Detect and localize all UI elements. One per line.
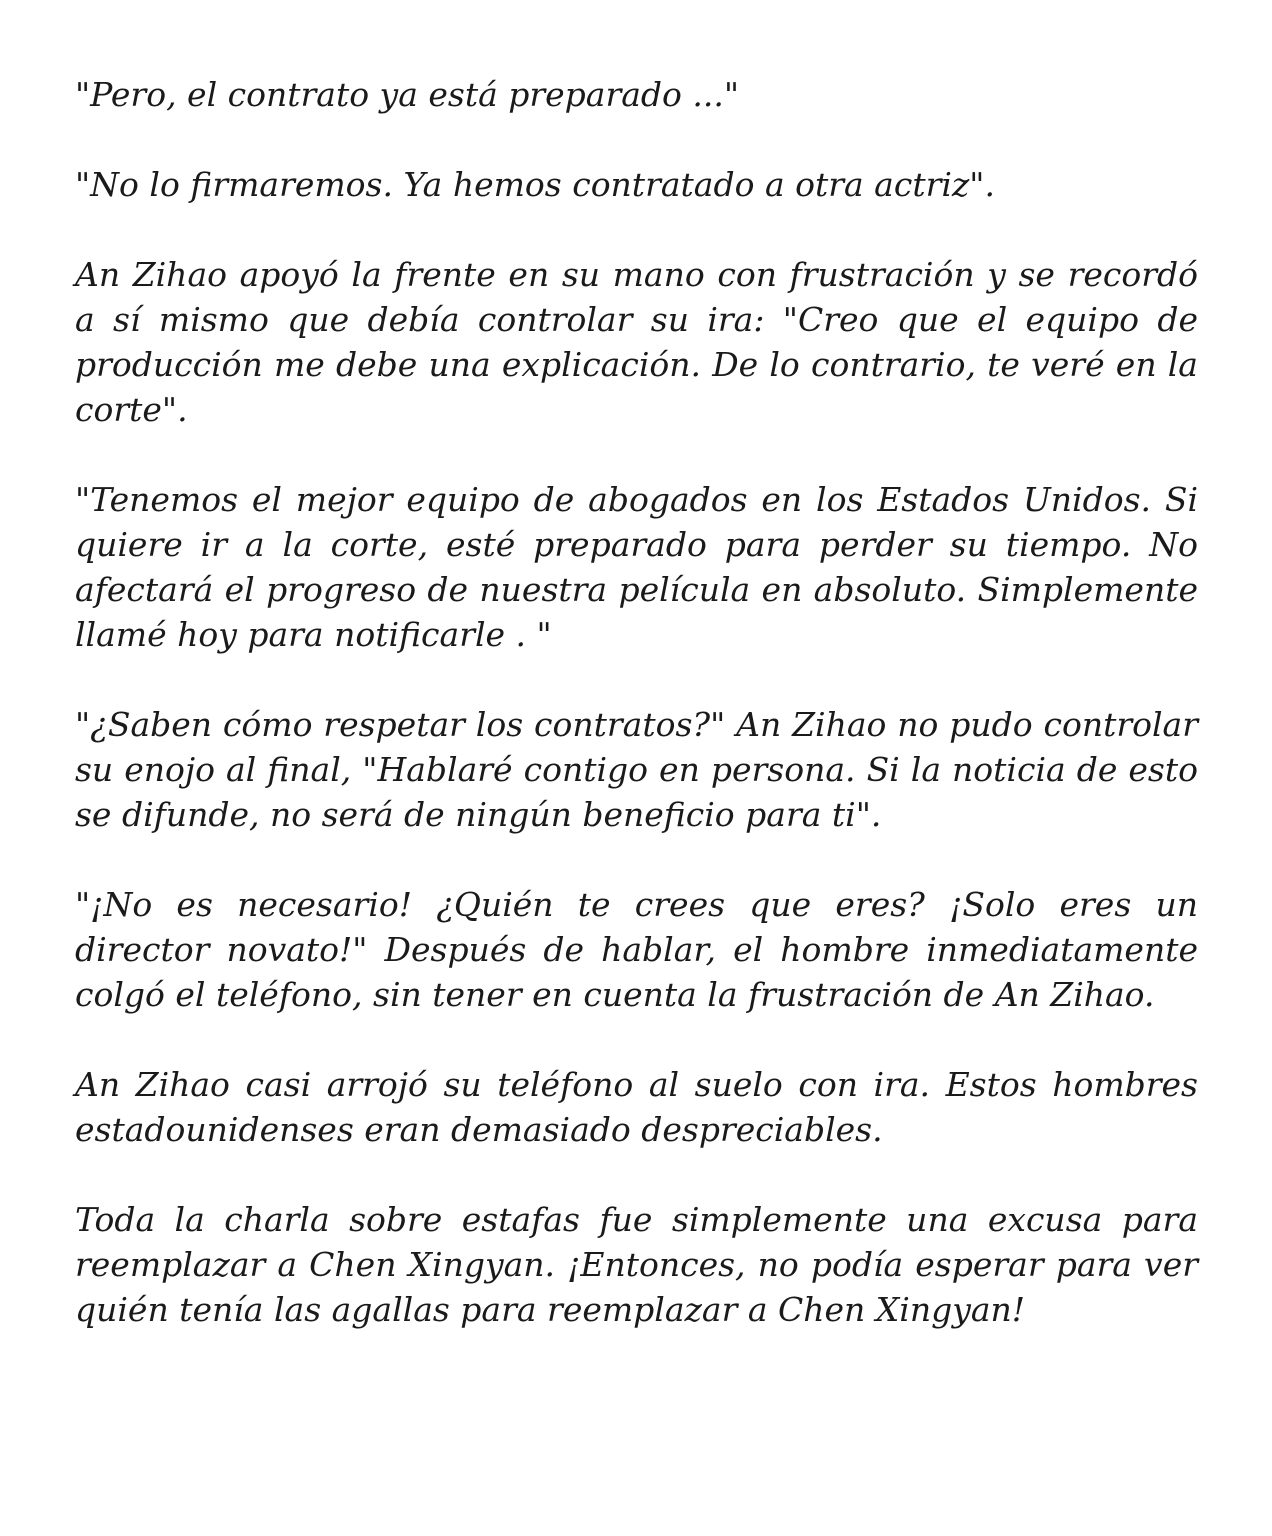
paragraph-1: "Pero, el contrato ya está preparado ...": [75, 75, 740, 114]
paragraph-7: An Zihao casi arrojó su teléfono al suelo con ira. Estos hombres estadounidenses eran demasiado despreciables.: [75, 1065, 1198, 1149]
paragraph-8: Toda la charla sobre estafas fue simplemente una excusa para reemplazar a Chen Xingyan. ¡Entonces, no podía esperar para ver quién tenía las agallas para reemplazar a Chen Xingyan!: [75, 1200, 1198, 1329]
paragraph-4: "Tenemos el mejor equipo de abogados en los Estados Unidos. Si quiere ir a la corte, esté preparado para perder su tiempo. No afectará el progreso de nuestra película en absoluto. Simplemente llamé hoy para notificarle . ": [75, 480, 1198, 654]
paragraph-5: "¿Saben cómo respetar los contratos?" An Zihao no pudo controlar su enojo al final, "Hablaré contigo en persona. Si la noticia de esto se difunde, no será de ningún beneficio para ti".: [75, 705, 1198, 834]
paragraph-2: "No lo firmaremos. Ya hemos contratado a otra actriz".: [75, 165, 995, 204]
paragraph-6: "¡No es necesario! ¿Quién te crees que eres? ¡Solo eres un director novato!" Después de hablar, el hombre inmediatamente colgó el teléfono, sin tener en cuenta la frustración de An Zihao.: [75, 885, 1198, 1014]
paragraph-3: An Zihao apoyó la frente en su mano con frustración y se recordó a sí mismo que debía controlar su ira: "Creo que el equipo de producción me debe una explicación. De lo contrario, te veré en la corte".: [75, 255, 1198, 429]
